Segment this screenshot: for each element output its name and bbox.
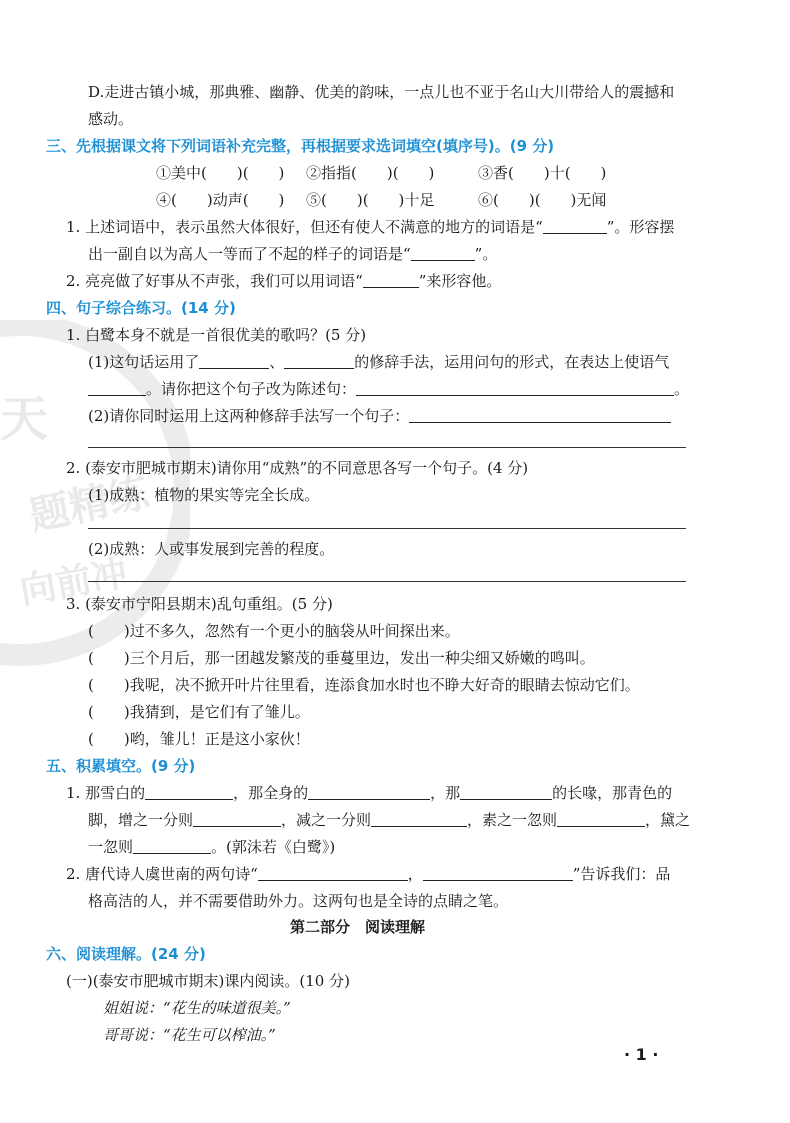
section-4-title: 四、句子综合练习。(14 分) <box>46 299 236 317</box>
s4-question-2: 2. (泰安市肥城市期末)请你用“成熟”的不同意思各写一个句子。(4 分) <box>66 459 529 477</box>
s5-q2-line1 <box>66 862 670 886</box>
word-item-3: ③香( )十( ) <box>478 164 607 182</box>
s5-q1-text-d: 的长喙，那青色的 <box>552 784 673 802</box>
s5-q1-line2 <box>88 808 690 832</box>
reorder-item-4: ( )我猜到，是它们有了雏儿。 <box>88 703 310 721</box>
s5-q1-blank-2[interactable] <box>308 785 430 800</box>
s4-q1-1-text-b: 、 <box>269 353 285 371</box>
s3-q2-text-a: 2. 亮亮做了好事从不声张，我们可以用词语“ <box>66 272 363 290</box>
s4-q1-part2 <box>88 404 671 428</box>
s5-q2-blank-1[interactable] <box>258 866 408 881</box>
s4-q2-part1: (1)成熟：植物的果实等完全长成。 <box>88 486 320 504</box>
s4-q2-2-answer-line[interactable] <box>88 581 686 582</box>
s5-q1-text-e: 脚，增之一分则 <box>88 811 194 829</box>
s4-q1-1-text-e: 。 <box>674 380 690 398</box>
s4-question-1: 1. 白鹭本身不就是一首很优美的歌吗？(5 分) <box>66 326 367 344</box>
reading-paragraph-2: 哥哥说：“花生可以榨油。” <box>103 1026 276 1044</box>
word-item-5: ⑤( )( )十足 <box>306 191 435 209</box>
option-d-line1: D.走进古镇小城，那典雅、幽静、优美的韵味，一点儿也不亚于名山大川带给人的震撼和 <box>88 83 675 101</box>
reorder-item-5: ( )哟，雏儿！正是这小家伙！ <box>88 730 310 748</box>
s5-q1-text-b: ，那全身的 <box>233 784 309 802</box>
s5-q1-line3 <box>88 835 335 859</box>
watermark-text-2: 题精练 <box>25 470 153 540</box>
s4-q2-1-answer-line[interactable] <box>88 528 686 529</box>
s4-q1-answer-line[interactable] <box>88 447 686 448</box>
s5-q1-blank-6[interactable] <box>557 812 645 827</box>
s5-q1-text-c: ，那 <box>430 784 461 802</box>
s5-q1-blank-5[interactable] <box>371 812 467 827</box>
s5-q2-text-b: ， <box>407 865 423 883</box>
s3-q2-text-b: ”来形容他。 <box>418 272 502 290</box>
s4-question-3: 3. (泰安市宁阳县期末)乱句重组。(5 分) <box>66 595 333 613</box>
word-item-1: ①美中( )( ) <box>156 164 285 182</box>
watermark-text-3: 向前冲 <box>16 553 131 613</box>
s4-q1-1-text-a: (1)这句话运用了 <box>88 353 200 371</box>
word-item-6: ⑥( )( )无闻 <box>478 191 607 209</box>
s4-q2-part2: (2)成熟：人或事发展到完善的程度。 <box>88 540 335 558</box>
s4-q1-2-blank[interactable] <box>409 408 671 423</box>
s4-q1-part1-line2 <box>88 377 689 401</box>
s3-q1-blank-1[interactable] <box>543 219 607 234</box>
reorder-item-2: ( )三个月后，那一团越发繁茂的垂蔓里边，发出一种尖细又娇嫩的鸣叫。 <box>88 649 595 667</box>
s5-q1-text-h: ，黛之 <box>645 811 691 829</box>
s5-q2-blank-2[interactable] <box>423 866 573 881</box>
s5-q1-text-i: 一忽则 <box>88 838 134 856</box>
s5-q2-text-c: ”告诉我们：品 <box>572 865 671 883</box>
s5-q2-line2: 格高洁的人，并不需要借助外力。这两句也是全诗的点睛之笔。 <box>88 892 509 910</box>
s5-q1-blank-7[interactable] <box>133 839 211 854</box>
s4-q1-1-blank-3[interactable] <box>88 381 146 396</box>
s5-q1-text-a: 1. 那雪白的 <box>66 784 146 802</box>
s3-q1-text-b: ”。形容摆 <box>606 218 675 236</box>
page-number: · 1 · <box>624 1045 659 1064</box>
section-5-title: 五、积累填空。(9 分) <box>46 757 196 775</box>
s4-q1-2-text: (2)请你同时运用上这两种修辞手法写一个句子： <box>88 407 410 425</box>
option-d-line2: 感动。 <box>88 110 134 128</box>
s3-question-2 <box>66 269 501 293</box>
s3-q2-blank[interactable] <box>363 273 419 288</box>
s5-q1-text-g: ，素之一忽则 <box>467 811 558 829</box>
s3-question-1-line1 <box>66 215 674 239</box>
reading-paragraph-1: 姐姐说：“花生的味道很美。” <box>103 999 291 1017</box>
s6-subsection-1: (一)(泰安市肥城市期末)课内阅读。(10 分) <box>66 972 350 990</box>
s3-q1-text-d: ”。 <box>474 245 498 263</box>
s3-question-1-line2 <box>88 242 497 266</box>
s5-q1-line1 <box>66 781 672 805</box>
s4-q1-part1-line1 <box>88 350 669 374</box>
s4-q1-1-text-c: 的修辞手法，运用问句的形式，在表达上使语气 <box>354 353 670 371</box>
s3-q1-blank-2[interactable] <box>411 246 475 261</box>
s4-q1-1-blank-1[interactable] <box>199 354 269 369</box>
s5-q1-blank-4[interactable] <box>193 812 281 827</box>
part-2-heading: 第二部分 阅读理解 <box>290 918 426 936</box>
section-3-title: 三、先根据课文将下列词语补充完整，再根据要求选词填空(填序号)。(9 分) <box>46 137 555 155</box>
s5-q1-blank-3[interactable] <box>460 785 552 800</box>
s3-q1-text-a: 1. 上述词语中，表示虽然大体很好，但还有使人不满意的地方的词语是“ <box>66 218 543 236</box>
reorder-item-3: ( )我呢，决不掀开叶片往里看，连添食加水时也不睁大好奇的眼睛去惊动它们。 <box>88 676 640 694</box>
section-6-title: 六、阅读理解。(24 分) <box>46 945 206 963</box>
s4-q1-1-blank-4[interactable] <box>356 381 674 396</box>
word-item-2: ②指指( )( ) <box>306 164 435 182</box>
s5-q1-text-j: 。(郭沫若《白鹭》) <box>211 838 336 856</box>
s5-q2-text-a: 2. 唐代诗人虞世南的两句诗“ <box>66 865 258 883</box>
s5-q1-blank-1[interactable] <box>145 785 233 800</box>
s3-q1-text-c: 出一副自以为高人一等而了不起的样子的词语是“ <box>88 245 411 263</box>
word-item-4: ④( )动声( ) <box>156 191 285 209</box>
s4-q1-1-blank-2[interactable] <box>284 354 354 369</box>
s4-q1-1-text-d: 。请你把这个句子改为陈述句： <box>146 380 357 398</box>
watermark-text-1: 天 <box>0 391 49 447</box>
reorder-item-1: ( )过不多久，忽然有一个更小的脑袋从叶间探出来。 <box>88 622 460 640</box>
s5-q1-text-f: ，减之一分则 <box>281 811 372 829</box>
